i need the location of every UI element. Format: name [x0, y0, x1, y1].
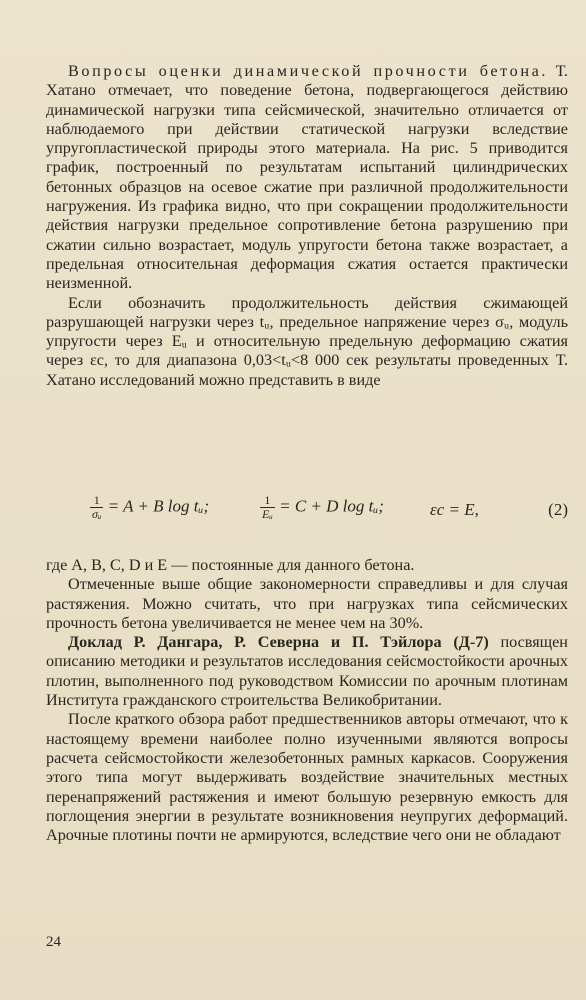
section-lead-in: Вопросы оценки динамической прочности бетона.	[68, 62, 549, 80]
text-block-top	[46, 62, 568, 390]
report-heading: Доклад Р. Дангара, Р. Северна и П. Тэйлора (Д-7)	[68, 633, 489, 652]
text-block-bottom	[46, 556, 568, 845]
formula-1-rhs: = A + B log tᵤ;	[107, 496, 210, 516]
formula-term-1	[90, 494, 209, 521]
formula-1-numerator: 1	[90, 494, 103, 508]
paragraph-1	[46, 62, 568, 294]
paragraph-5	[46, 633, 568, 710]
paragraph-6: После краткого обзора работ предшественников авторы отмечают, что к настоящему времени наиболее полно изученными являются вопросы расчета сейсмостойкости железобетонных рамных каркасов. Сооружения этого типа могут выдерживать воздействие значительных местных перенапряжений растяжения и имеют большую резервную емкость для поглощения энергии в результате возникновения неупругих деформаций. Арочные плотины почти не армируются, вследствие чего они не обладают	[46, 710, 568, 845]
page-number: 24	[46, 934, 61, 950]
formula-term-3: εc = E,	[430, 500, 479, 519]
paragraph-4: Отмеченные выше общие закономерности справедливы и для случая растяжения. Можно считать, что при нагрузках типа сейсмических прочность бетона увеличивается не менее чем на 30%.	[46, 575, 568, 632]
formula-1-denominator: σᵤ	[92, 507, 102, 521]
formula-2-numerator: 1	[260, 494, 275, 508]
formula-2-denominator: Eᵤ	[262, 507, 273, 521]
paragraph-2: Если обозначить продолжительность действия сжимающей разрушающей нагрузки через tᵤ, предельное напряжение через σᵤ, модуль упругости через Eᵤ и относительную предельную деформацию сжатия через εc, то для диапазона 0,03<tᵤ<8 000 сек результаты проведенных Т. Хатано исследований можно представить в виде	[46, 293, 568, 389]
equation-2	[90, 492, 568, 542]
equation-number: (2)	[548, 500, 568, 519]
formula-2-rhs: = C + D log tᵤ;	[279, 496, 385, 516]
paragraph-5-text: посвящен описанию методики и результатов исследования сейсмостойкости арочных плотин, выполненного под руководством Комиссии по арочным плотинам Института гражданского строительства Великобритании.	[46, 633, 568, 710]
paragraph-3: где A, B, C, D и E — постоянные для данного бетона.	[46, 556, 415, 574]
formula-term-2	[260, 494, 384, 521]
paragraph-1-text: Т. Хатано отмечает, что поведение бетона, подвергающегося действию динамической нагрузки типа сейсмической, значительно отличается от наблюдаемого при действии статической нагрузки вследствие упругопластической природы этого материала. На рис. 5 приводится график, построенный по результатам испытаний цилиндрических бетонных образцов на осевое сжатие при различной продолжительности нагружения. Из графика видно, что при сокращении продолжительности действия нагрузки предельное сопротивление бетона разрушению при сжатии сильно возрастает, модуль упругости бетона также возрастает, а предельная относительная деформация сжатия остается практически неизменной.	[46, 62, 568, 293]
